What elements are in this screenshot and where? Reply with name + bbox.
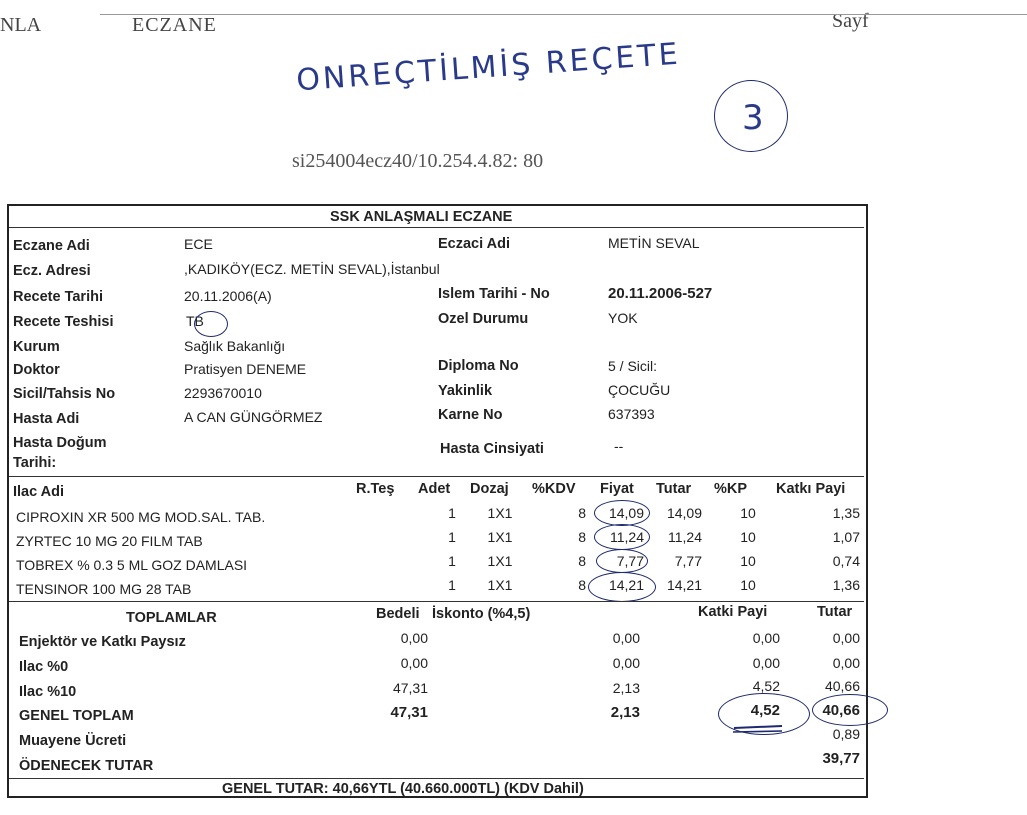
drug-katki: 1,07	[832, 529, 860, 545]
drug-header-tutar: Tutar	[656, 481, 692, 497]
drug-header-dozaj: Dozaj	[470, 481, 509, 497]
totals-header-bedeli: Bedeli	[376, 606, 420, 622]
drug-tutar: 14,09	[666, 505, 702, 521]
drug-tutar: 7,77	[674, 553, 702, 569]
totals-bedel: 0,00	[400, 655, 428, 671]
totals-katki: 4,52	[750, 702, 780, 719]
muayene-value: 0,89	[832, 726, 860, 742]
totals-label: Enjektör ve Katkı Paysız	[19, 634, 186, 650]
drug-dozaj: 1X1	[487, 577, 513, 593]
value-islem-tarihi: 20.11.2006-527	[608, 285, 713, 302]
value-eczane-adi: ECE	[184, 236, 213, 252]
totals-header-katki: Katki Payi	[698, 604, 768, 620]
value-recete-tarihi: 20.11.2006(A)	[184, 288, 272, 304]
label-yakinlik: Yakinlik	[438, 383, 493, 399]
value-hasta-adi: A CAN GÜNGÖRMEZ	[184, 409, 323, 425]
label-eczane-adi: Eczane Adi	[13, 238, 90, 254]
handwritten-note: ONREÇTİLMİŞ REÇETE	[295, 36, 682, 99]
header-right-fragment: Sayf	[832, 10, 869, 32]
label-hasta-dogum-tarihi: Tarihi:	[13, 455, 57, 471]
label-ecz-adresi: Ecz. Adresi	[13, 263, 91, 279]
value-diploma-no: 5 / Sicil:	[608, 358, 658, 374]
odenecek-label: ÖDENECEK TUTAR	[19, 758, 154, 774]
value-ozel-durumu: YOK	[608, 310, 638, 326]
totals-tutar: 0,00	[832, 630, 860, 646]
totals-tutar: 0,00	[832, 655, 860, 671]
totals-katki: 4,52	[752, 678, 780, 694]
totals-header-tutar: Tutar	[817, 604, 853, 620]
header-left-title: ECZANE	[132, 14, 217, 36]
drug-dozaj: 1X1	[487, 529, 513, 545]
label-ozel-durumu: Ozel Durumu	[438, 311, 529, 327]
totals-iskonto: 0,00	[612, 630, 640, 646]
value-ecz-adresi: ,KADIKÖY(ECZ. METİN SEVAL),İstanbul	[184, 261, 440, 277]
value-karne-no: 637393	[608, 406, 655, 422]
drug-header-kdv: %KDV	[532, 481, 576, 497]
drug-kp: 10	[740, 529, 756, 545]
drug-kp: 10	[740, 577, 756, 593]
drug-katki: 1,35	[832, 505, 860, 521]
drug-adet: 1	[448, 553, 456, 569]
drug-header-katki: Katkı Payi	[776, 481, 846, 497]
drug-dozaj: 1X1	[487, 505, 513, 521]
totals-header-iskonto: İskonto (%4,5)	[432, 606, 531, 622]
label-recete-teshisi: Recete Teshisi	[13, 314, 114, 330]
value-sicil-tahsis: 2293670010	[184, 385, 262, 401]
drug-header-fiyat: Fiyat	[600, 481, 634, 497]
label-kurum: Kurum	[13, 339, 60, 355]
totals-bedel: 47,31	[390, 704, 428, 721]
value-hasta-cinsiyati: --	[614, 438, 624, 454]
drug-fiyat: 14,21	[608, 577, 644, 593]
footer-divider	[9, 778, 864, 779]
totals-label: Ilac %0	[19, 659, 69, 675]
drug-katki: 1,36	[832, 577, 860, 593]
drug-name: CIPROXIN XR 500 MG MOD.SAL. TAB.	[16, 509, 266, 525]
drug-kdv: 8	[578, 505, 586, 521]
totals-bedel: 47,31	[392, 680, 428, 696]
drug-kdv: 8	[578, 553, 586, 569]
footer-genel-tutar: GENEL TUTAR: 40,66YTL (40.660.000TL) (KDV Dahil)	[222, 781, 584, 797]
drug-fiyat: 11,24	[610, 529, 644, 545]
drug-header-kp: %KP	[714, 481, 748, 497]
label-hasta-adi: Hasta Adi	[13, 411, 80, 427]
label-eczaci-adi: Eczaci Adi	[438, 236, 510, 252]
value-doktor: Pratisyen DENEME	[184, 361, 307, 377]
totals-katki: 0,00	[752, 630, 780, 646]
label-diploma-no: Diploma No	[438, 358, 519, 374]
label-hasta-cinsiyati: Hasta Cinsiyati	[440, 441, 544, 457]
drug-tutar: 11,24	[668, 529, 702, 545]
header-left-fragment: NLA	[0, 14, 42, 36]
drug-kdv: 8	[578, 529, 586, 545]
label-islem-tarihi: Islem Tarihi - No	[438, 286, 550, 302]
totals-label: GENEL TOPLAM	[19, 708, 134, 724]
drug-kdv: 8	[578, 577, 586, 593]
form-title: SSK ANLAŞMALI ECZANE	[330, 209, 513, 225]
drug-tutar: 14,21	[666, 577, 702, 593]
totals-label: Ilac %10	[19, 684, 77, 700]
value-yakinlik: ÇOCUĞU	[608, 382, 671, 398]
drug-katki: 0,74	[832, 553, 860, 569]
drug-adet: 1	[448, 529, 456, 545]
odenecek-value: 39,77	[822, 750, 860, 767]
drug-name: TENSINOR 100 MG 28 TAB	[16, 581, 192, 597]
label-recete-tarihi: Recete Tarihi	[13, 289, 103, 305]
drug-fiyat: 14,09	[608, 505, 644, 521]
label-hasta-dogum: Hasta Doğum	[13, 435, 107, 451]
label-doktor: Doktor	[13, 362, 60, 378]
drug-kp: 10	[740, 505, 756, 521]
value-kurum: Sağlık Bakanlığı	[184, 338, 286, 354]
drug-adet: 1	[448, 505, 456, 521]
totals-katki: 0,00	[752, 655, 780, 671]
drug-adet: 1	[448, 577, 456, 593]
value-recete-teshisi: TB	[186, 313, 204, 329]
totals-iskonto: 2,13	[612, 680, 640, 696]
totals-iskonto: 2,13	[610, 704, 640, 721]
drug-fiyat: 7,77	[616, 553, 644, 569]
address-line: si254004ecz40/10.254.4.82: 80	[292, 150, 544, 172]
totals-tutar: 40,66	[824, 678, 860, 694]
drug-name: TOBREX % 0.3 5 ML GOZ DAMLASI	[16, 557, 248, 573]
muayene-label: Muayene Ücreti	[19, 733, 127, 749]
value-eczaci-adi: METİN SEVAL	[608, 235, 700, 251]
drug-header-adet: Adet	[418, 481, 451, 497]
totals-header-toplamlar: TOPLAMLAR	[126, 610, 217, 626]
totals-iskonto: 0,00	[612, 655, 640, 671]
drug-name: ZYRTEC 10 MG 20 FILM TAB	[16, 533, 203, 549]
drug-header-rtes: R.Teş	[356, 481, 395, 497]
label-karne-no: Karne No	[438, 407, 503, 423]
totals-tutar: 40,66	[822, 702, 860, 719]
handwritten-number: 3	[742, 98, 764, 138]
drug-dozaj: 1X1	[487, 553, 513, 569]
drug-header-ilac-adi: Ilac Adi	[13, 484, 65, 500]
totals-bedel: 0,00	[400, 630, 428, 646]
label-sicil-tahsis: Sicil/Tahsis No	[13, 386, 116, 402]
drug-kp: 10	[740, 553, 756, 569]
